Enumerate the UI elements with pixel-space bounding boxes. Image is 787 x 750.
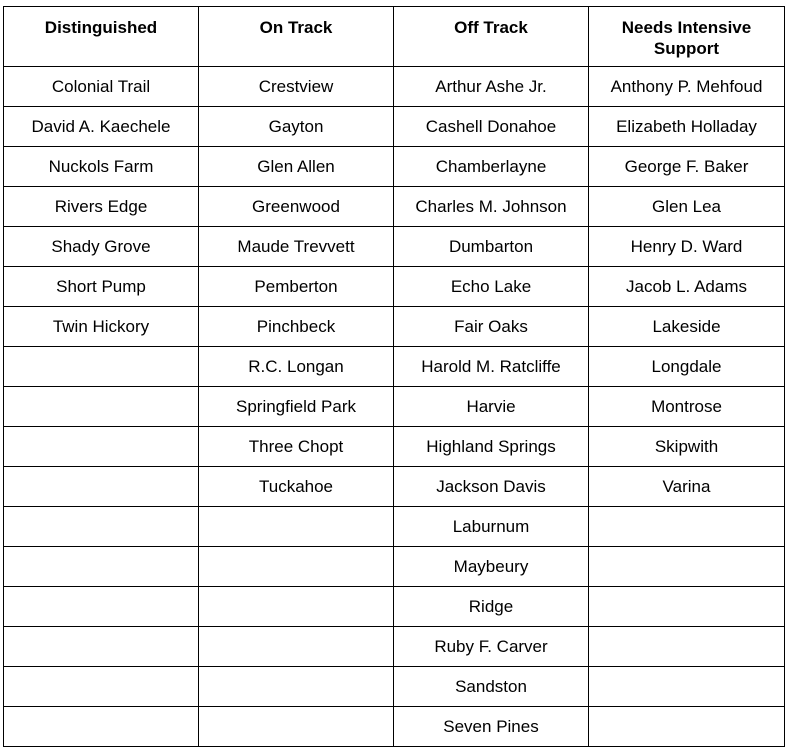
cell-off-track: Laburnum <box>394 507 589 547</box>
cell-on-track <box>199 507 394 547</box>
table-row <box>4 187 785 227</box>
table-row <box>4 467 785 507</box>
cell-on-track <box>199 587 394 627</box>
cell-needs-intensive-support: Longdale <box>589 347 785 387</box>
table-row <box>4 507 785 547</box>
table-row <box>4 547 785 587</box>
cell-off-track: Dumbarton <box>394 227 589 267</box>
cell-distinguished <box>4 427 199 467</box>
cell-distinguished <box>4 707 199 747</box>
cell-on-track: Tuckahoe <box>199 467 394 507</box>
table-row <box>4 307 785 347</box>
table-row <box>4 67 785 107</box>
cell-on-track: Pinchbeck <box>199 307 394 347</box>
table-row <box>4 227 785 267</box>
cell-off-track: Charles M. Johnson <box>394 187 589 227</box>
cell-needs-intensive-support: Henry D. Ward <box>589 227 785 267</box>
table-row <box>4 267 785 307</box>
cell-off-track: Arthur Ashe Jr. <box>394 67 589 107</box>
table-row <box>4 107 785 147</box>
cell-on-track: Springfield Park <box>199 387 394 427</box>
cell-needs-intensive-support: Jacob L. Adams <box>589 267 785 307</box>
cell-distinguished <box>4 347 199 387</box>
cell-distinguished: Colonial Trail <box>4 67 199 107</box>
cell-off-track: Chamberlayne <box>394 147 589 187</box>
header-needs-intensive-support: Needs Intensive Support <box>589 7 785 67</box>
cell-needs-intensive-support <box>589 707 785 747</box>
table-row <box>4 147 785 187</box>
cell-off-track: Maybeury <box>394 547 589 587</box>
cell-needs-intensive-support <box>589 507 785 547</box>
cell-on-track: Three Chopt <box>199 427 394 467</box>
cell-on-track <box>199 627 394 667</box>
cell-off-track: Ruby F. Carver <box>394 627 589 667</box>
cell-distinguished: Nuckols Farm <box>4 147 199 187</box>
cell-off-track: Cashell Donahoe <box>394 107 589 147</box>
cell-distinguished <box>4 387 199 427</box>
table-row <box>4 427 785 467</box>
cell-needs-intensive-support: Skipwith <box>589 427 785 467</box>
cell-off-track: Highland Springs <box>394 427 589 467</box>
cell-needs-intensive-support: Elizabeth Holladay <box>589 107 785 147</box>
table-row <box>4 347 785 387</box>
table-row <box>4 707 785 747</box>
cell-needs-intensive-support <box>589 627 785 667</box>
cell-distinguished <box>4 507 199 547</box>
cell-on-track <box>199 667 394 707</box>
cell-on-track: Gayton <box>199 107 394 147</box>
cell-off-track: Harvie <box>394 387 589 427</box>
cell-needs-intensive-support: Varina <box>589 467 785 507</box>
cell-on-track: Greenwood <box>199 187 394 227</box>
cell-on-track: Crestview <box>199 67 394 107</box>
cell-needs-intensive-support: Glen Lea <box>589 187 785 227</box>
table-row <box>4 387 785 427</box>
header-on-track: On Track <box>199 7 394 67</box>
cell-distinguished: David A. Kaechele <box>4 107 199 147</box>
cell-distinguished <box>4 547 199 587</box>
cell-off-track: Jackson Davis <box>394 467 589 507</box>
cell-needs-intensive-support: George F. Baker <box>589 147 785 187</box>
header-row <box>4 7 785 67</box>
table-body <box>4 67 785 747</box>
cell-needs-intensive-support <box>589 667 785 707</box>
cell-distinguished: Short Pump <box>4 267 199 307</box>
cell-off-track: Ridge <box>394 587 589 627</box>
school-status-table <box>3 6 785 747</box>
header-distinguished: Distinguished <box>4 7 199 67</box>
cell-off-track: Sandston <box>394 667 589 707</box>
table-row <box>4 667 785 707</box>
cell-on-track: Glen Allen <box>199 147 394 187</box>
cell-off-track: Echo Lake <box>394 267 589 307</box>
cell-distinguished: Rivers Edge <box>4 187 199 227</box>
cell-distinguished <box>4 627 199 667</box>
cell-on-track <box>199 707 394 747</box>
cell-distinguished <box>4 467 199 507</box>
cell-needs-intensive-support: Montrose <box>589 387 785 427</box>
cell-on-track <box>199 547 394 587</box>
cell-off-track: Fair Oaks <box>394 307 589 347</box>
cell-needs-intensive-support: Anthony P. Mehfoud <box>589 67 785 107</box>
cell-distinguished <box>4 667 199 707</box>
cell-needs-intensive-support: Lakeside <box>589 307 785 347</box>
table-row <box>4 587 785 627</box>
cell-distinguished: Twin Hickory <box>4 307 199 347</box>
cell-distinguished <box>4 587 199 627</box>
header-off-track: Off Track <box>394 7 589 67</box>
cell-on-track: Maude Trevvett <box>199 227 394 267</box>
cell-needs-intensive-support <box>589 547 785 587</box>
cell-off-track: Harold M. Ratcliffe <box>394 347 589 387</box>
cell-on-track: R.C. Longan <box>199 347 394 387</box>
cell-off-track: Seven Pines <box>394 707 589 747</box>
table-row <box>4 627 785 667</box>
cell-distinguished: Shady Grove <box>4 227 199 267</box>
table-header <box>4 7 785 67</box>
cell-on-track: Pemberton <box>199 267 394 307</box>
cell-needs-intensive-support <box>589 587 785 627</box>
